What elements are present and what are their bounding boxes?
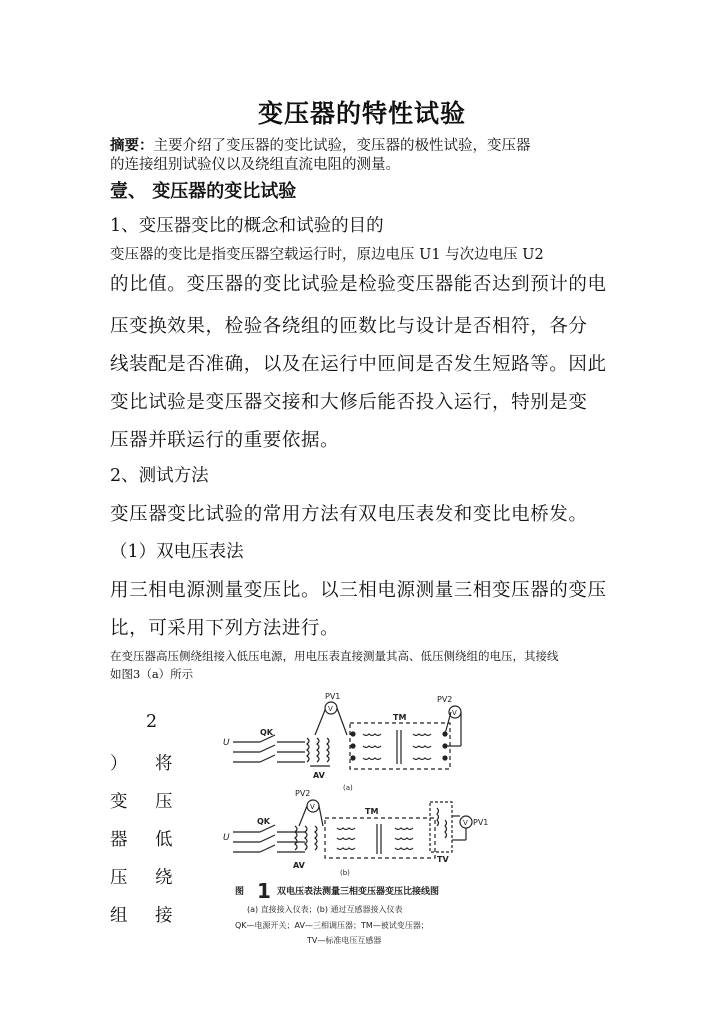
label-tv-b: TV <box>437 855 449 864</box>
paragraph-4-line-1: 在变压器高压侧绕组接入低压电源，用电压表直接测量其高、低压侧绕组的电压，其接线 <box>110 649 559 663</box>
paragraph-1-line-2: 的比值。变压器的变比试验是检验变压器能否达到预计的电 <box>110 274 607 295</box>
meter-v-a2: V <box>452 709 457 717</box>
vertical-char: 压 <box>110 868 128 888</box>
paragraph-3-line-2: 比，可采用下列方法进行。 <box>110 618 340 639</box>
meter-v-b2: V <box>463 819 468 827</box>
vertical-char: ） <box>110 754 128 774</box>
subheading-3: （1）双电压表法 <box>110 542 244 562</box>
label-pv1-a: PV1 <box>325 692 341 701</box>
abstract-line-2: 的连接组别试验仪以及绕组直流电阻的测量。 <box>110 157 400 173</box>
paragraph-3-line-1: 用三相电源测量变压比。以三相电源测量三相变压器的变压 <box>110 580 607 601</box>
caption-number: 1 <box>257 879 271 903</box>
caption-line-2: (a) 直接接入仪表；(b) 通过互感器接入仪表 <box>247 905 403 914</box>
label-tm-a: TM <box>393 713 407 722</box>
paragraph-1-line-5: 变比试验是变压器交接和大修后能否投入运行，特别是变 <box>110 392 588 413</box>
diagram-a <box>223 692 461 792</box>
label-pv2-b: PV2 <box>295 789 311 798</box>
abstract-line-1 <box>110 134 531 155</box>
caption-title: 双电压表法测量三相变压器变压比接线图 <box>277 887 440 897</box>
label-av-a: AV <box>313 771 325 780</box>
diagram-b <box>223 789 488 877</box>
subheading-1: 1、变压器变比的概念和试验的目的 <box>110 216 384 236</box>
abstract-label: 摘要： <box>110 138 154 154</box>
paragraph-4-line-2: 如图3（a）所示 <box>110 667 194 681</box>
subfigure-a-label: (a) <box>343 784 353 792</box>
subheading-2: 2、测试方法 <box>110 466 209 486</box>
page-title: 变压器的特性试验 <box>257 99 466 128</box>
figure-caption <box>235 879 439 945</box>
paragraph-1-line-4: 线装配是否准确，以及在运行中匝间是否发生短路等。因此 <box>110 354 607 375</box>
caption-prefix: 图 <box>235 887 245 897</box>
vertical-char: 绕 <box>155 868 173 888</box>
label-qk-b: QK <box>257 817 270 826</box>
paragraph-1-line-1: 变压器的变比是指变压器空载运行时，原边电压 U1 与次边电压 U2 <box>110 247 544 263</box>
vertical-char: 器 <box>110 830 128 850</box>
vertical-char: 组 <box>110 906 128 926</box>
meter-v-b1: V <box>310 803 315 811</box>
label-av-b: AV <box>293 861 305 870</box>
paragraph-1-line-6: 压器并联运行的重要依据。 <box>110 430 340 451</box>
label-u-b: U <box>223 833 230 843</box>
label-u-a: U <box>223 738 230 748</box>
meter-v-a1: V <box>328 705 333 713</box>
label-qk-a: QK <box>260 728 273 737</box>
paragraph-1-line-3: 压变换效果，检验各绕组的匝数比与设计是否相符，各分 <box>110 316 588 337</box>
label-tm-b: TM <box>365 807 379 816</box>
label-pv2-a: PV2 <box>437 695 453 704</box>
caption-line-4: TV—标准电压互感器 <box>307 936 382 945</box>
vertical-char: 将 <box>155 754 173 774</box>
vertical-char: 2 <box>146 712 158 732</box>
abstract-text-1: 主要介绍了变压器的变比试验，变压器的极性试验，变压器 <box>153 138 531 154</box>
section-heading-1: 壹、 变压器的变比试验 <box>110 181 297 202</box>
label-pv1-b: PV1 <box>473 818 489 827</box>
subfigure-b-label: (b) <box>340 869 350 877</box>
vertical-char: 接 <box>155 906 173 926</box>
caption-line-3: QK—电源开关；AV—三相调压器；TM—被试变压器； <box>235 921 429 930</box>
vertical-char: 低 <box>155 830 173 850</box>
vertical-char: 压 <box>155 792 173 812</box>
paragraph-2: 变压器变比试验的常用方法有双电压表发和变比电桥发。 <box>110 504 588 525</box>
vertical-char: 变 <box>110 792 128 812</box>
circuit-diagram-figure <box>215 690 495 960</box>
